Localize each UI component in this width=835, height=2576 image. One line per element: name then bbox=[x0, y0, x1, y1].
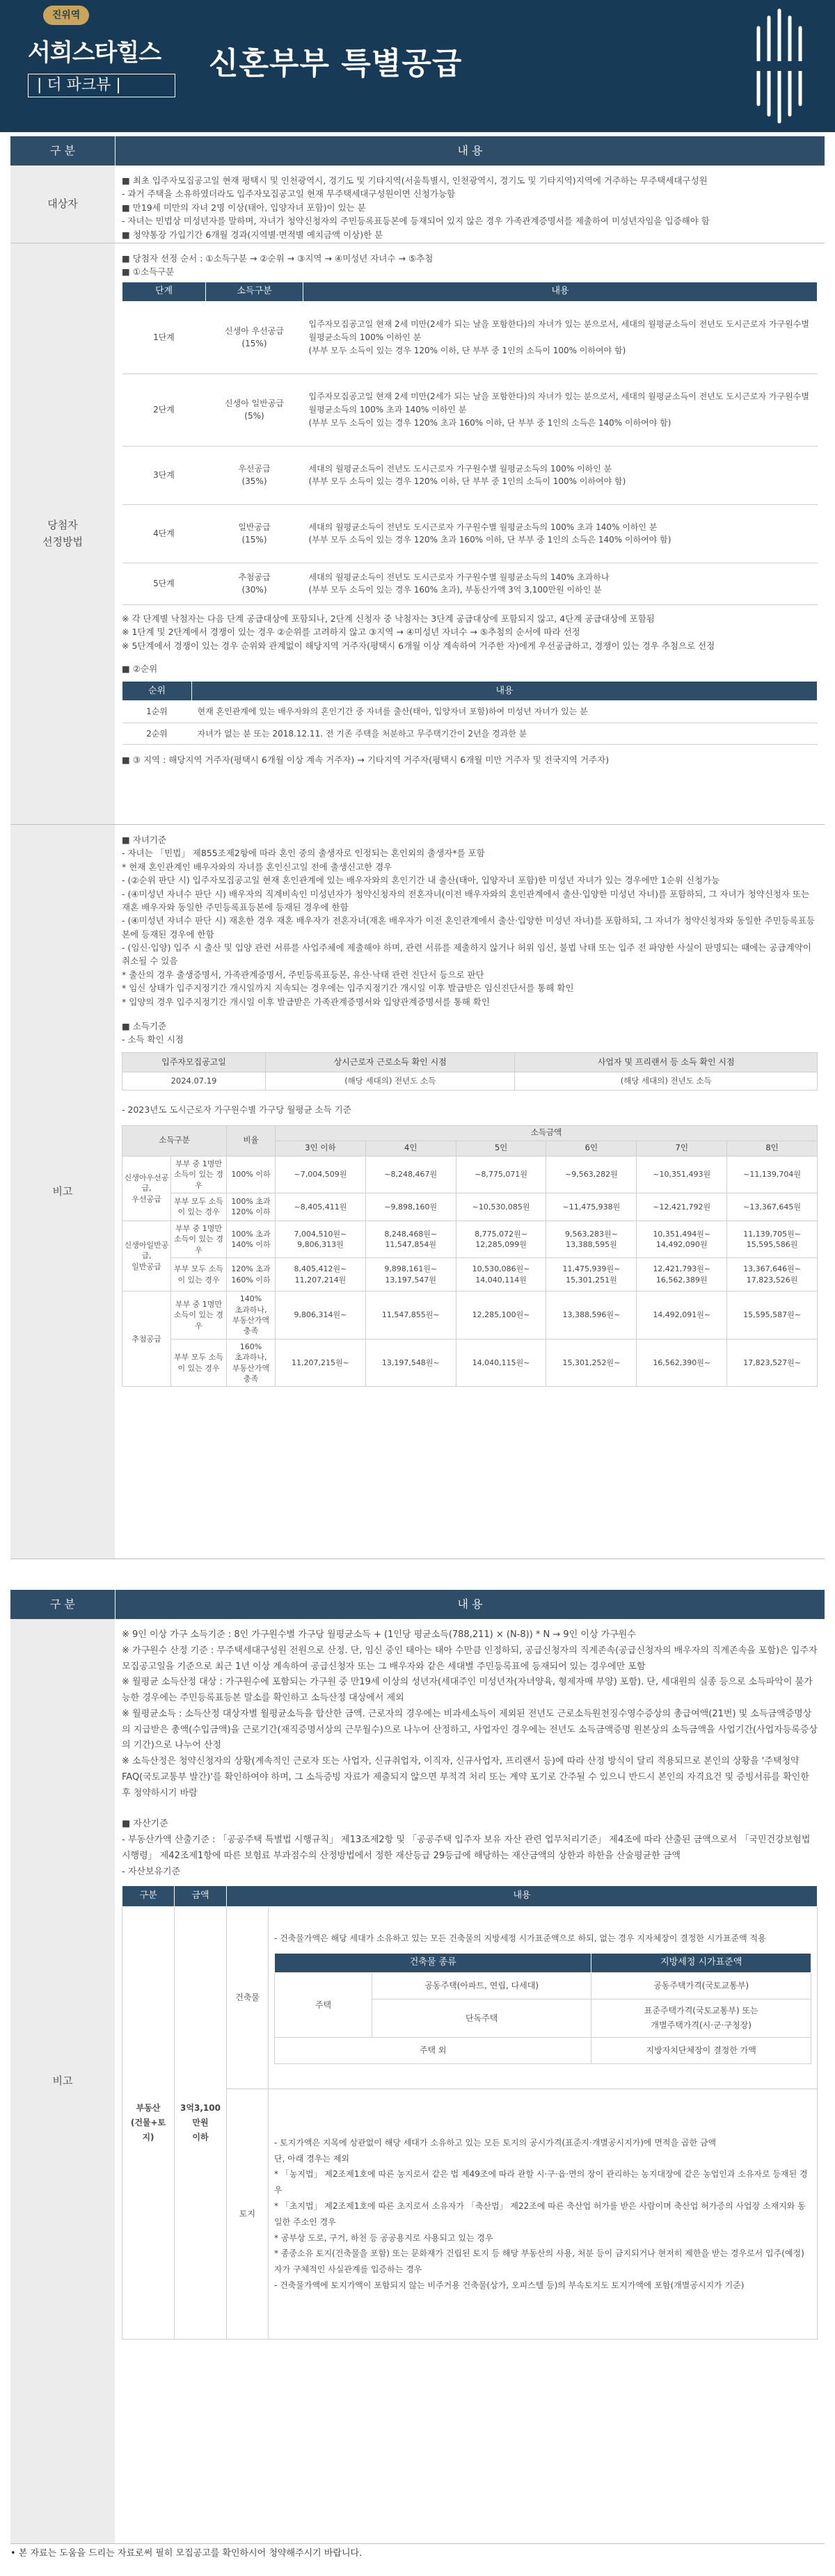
child-line: - (임신·입양) 입주 시 출산 및 입양 관련 서류를 사업주체에 제출해야 하며, 관련 서류를 제출하지 않거나 허위 임신, 불법 낙태 또는 입주 전 파양한 사실이 판명되는 때에는 공급계약이 취소될 수 있음 bbox=[122, 942, 811, 967]
income-timing-table bbox=[122, 1052, 818, 1091]
land-line: 단, 아래 경우는 제외 bbox=[274, 2153, 349, 2164]
table-row bbox=[122, 701, 818, 723]
income-sub: 부부 중 1명만 소득이 있는 경우 bbox=[171, 1156, 227, 1193]
th-timing: 입주자모집공고일 bbox=[122, 1052, 266, 1072]
income-value: 10,530,086원~ 14,040,114원 bbox=[456, 1258, 546, 1291]
table-row bbox=[122, 1156, 818, 1193]
row-label: 대상자 bbox=[10, 166, 115, 243]
table-row bbox=[122, 1258, 818, 1291]
eligibility-line: - 과거 주택을 소유하였더라도 입주자모집공고일 현재 무주택세대구성원이면 신청가능함 bbox=[122, 188, 456, 200]
table-row bbox=[122, 563, 818, 604]
stage: 1단계 bbox=[122, 301, 206, 373]
income-value: 11,547,855원~ bbox=[365, 1291, 456, 1339]
table-row bbox=[122, 723, 818, 745]
rank: 1순위 bbox=[122, 701, 192, 723]
child-line: - (②순위 판단 시) 입주자모집공고일 현재 혼인관계에 있는 배우자와의 혼인기간 내 출산(태아, 입양자녀 포함)한 미성년 자녀가 있는 경우에만 1순위 신청가능 bbox=[122, 875, 720, 886]
stage-type: 추첨공급 (30%) bbox=[206, 563, 303, 604]
child-line: - 자녀는 「민법」 제855조제2항에 따라 혼인 중의 출생자로 인정되는 혼인외의 출생자*를 포함 bbox=[122, 848, 485, 859]
income-group: 신생아우선공급, 우선공급 bbox=[122, 1156, 171, 1221]
stage-type: 일반공급 (15%) bbox=[206, 504, 303, 563]
timing-cell: (해당 세대의) 전년도 소득 bbox=[515, 1072, 818, 1090]
income-caption: - 2023년도 도시근로자 가구원수별 가구당 월평균 소득 기준 bbox=[122, 1104, 351, 1116]
income-value: 9,898,161원~ 13,197,547원 bbox=[365, 1258, 456, 1291]
income-value: ~11,475,938원 bbox=[546, 1193, 637, 1221]
selection-note: ※ 5단계에서 경쟁이 있는 경우 순위와 관계없이 해당지역 거주자(평택시 6개월 이상 계속하여 거주한 자)에게 우선공급하고, 경쟁이 있는 경우 추첨으로 선정 bbox=[122, 640, 715, 651]
row-label: 당첨자 선정방법 bbox=[10, 243, 115, 824]
table-row bbox=[122, 504, 818, 563]
asset-amount: 3억3,100만원 이하 bbox=[175, 1907, 227, 2340]
remark-line: ※ 소득산정은 청약신청자의 상황(계속적인 근로자 또는 사업자, 신규취업자, 이직자, 신규사업자, 프리랜서 등)에 따라 산정 방식이 달리 적용되므로 본인의 상황을 '주택청약 FAQ(국토교통부 발간)'를 확인하여야 하며, 그 소득증빙 자료가 제출되지 않으면 부적격 처리 또는 계약 포기로 간주될 수 있으니 반드시 본인의 자격요건 및 증빙서류를 확인한 후 청약하시기 바람 bbox=[122, 1756, 809, 1798]
th-timing: 상시근로자 근로소득 확인 시점 bbox=[265, 1052, 514, 1072]
timing-cell: (해당 세대의) 전년도 소득 bbox=[265, 1072, 514, 1090]
income-ratio: 120% 초과 160% 이하 bbox=[227, 1258, 276, 1291]
th-desc: 내용 bbox=[303, 282, 818, 301]
stage-desc: 세대의 월평균소득이 전년도 도시근로자 가구원수별 월평균소득의 100% 초과 140% 이하인 분 (부부 모두 소득이 있는 경우 120% 초과 160% 이하, 단 부부 중 1인의 소득은 140% 이하여야 함) bbox=[303, 504, 818, 563]
income-sub: 부부 중 1명만 소득이 있는 경우 bbox=[171, 1221, 227, 1257]
asset-line: - 부동산가액 산출기준 : 「공공주택 특별법 시행규칙」 제13조제2항 및 「공공주택 입주자 보유 자산 관련 업무처리기준」 제4조에 따라 산출된 금액으로서 「국민건강보험법 시행령」 제42조제1항에 따른 보험료 부과점수의 산정방법에서 정한 재산등급 29등급에 해당하는 재산금액의 상한과 하한을 산술평균한 금액 bbox=[122, 1835, 811, 1861]
income-value: ~11,139,704원 bbox=[727, 1156, 818, 1193]
col-content: 내 용 bbox=[115, 136, 825, 166]
th-amount: 소득금액 bbox=[276, 1125, 818, 1141]
income-value: 13,367,646원~ 17,823,526원 bbox=[727, 1258, 818, 1291]
row-label: 비고 bbox=[10, 1619, 115, 2543]
income-value: ~9,563,282원 bbox=[546, 1156, 637, 1193]
child-line: * 임신 상태가 입주지정기간 개시일까지 지속되는 경우에는 입주지정기간 개시일 이후 발급받은 임신진단서를 통해 확인 bbox=[122, 983, 574, 994]
income-sub: - 소득 확인 시점 bbox=[122, 1034, 184, 1045]
child-line: * 입양의 경우 입주지정기간 개시일 이후 발급받은 가족관계증명서와 입양관계증명서를 통해 확인 bbox=[122, 996, 490, 1007]
income-sub: 부부 중 1명만 소득이 있는 경우 bbox=[171, 1291, 227, 1339]
th-standard-price: 지방세정 시가표준액 bbox=[591, 1954, 811, 1973]
th-ratio: 비율 bbox=[227, 1125, 276, 1156]
stage: 4단계 bbox=[122, 504, 206, 563]
income-value: ~13,367,645원 bbox=[727, 1193, 818, 1221]
income-group: 신생아일반공급, 일반공급 bbox=[122, 1221, 171, 1291]
th-household: 3인 이하 bbox=[276, 1141, 366, 1156]
th-rank-desc: 내용 bbox=[192, 682, 818, 701]
sub-a: 주택 외 bbox=[275, 2038, 591, 2064]
income-value: 12,285,100원~ bbox=[456, 1291, 546, 1339]
th-income-type: 소득구분 bbox=[122, 1125, 227, 1156]
th-household: 7인 bbox=[637, 1141, 727, 1156]
income-value: 10,351,494원~ 14,492,090원 bbox=[637, 1221, 727, 1257]
income-value: 9,563,283원~ 13,388,595원 bbox=[546, 1221, 637, 1257]
table-row bbox=[122, 2089, 818, 2340]
th-household: 4인 bbox=[365, 1141, 456, 1156]
income-value: 17,823,527원~ bbox=[727, 1339, 818, 1387]
col-label: 구 분 bbox=[10, 1590, 115, 1619]
eligibility-line: ■ 청약통장 가입기간 6개월 경과(지역별·면적별 예치금액 이상)한 분 bbox=[122, 229, 383, 240]
table-row bbox=[122, 373, 818, 446]
income-group: 추첨공급 bbox=[122, 1291, 171, 1387]
asset-line: - 자산보유기준 bbox=[122, 1866, 181, 1877]
asset-kind: 부동산 (건물+토지) bbox=[122, 1907, 175, 2340]
income-ratio: 100% 이하 bbox=[227, 1156, 276, 1193]
income-value: ~8,775,071원 bbox=[456, 1156, 546, 1193]
land-line: - 토지가액은 지목에 상관없이 해당 세대가 소유하고 있는 모든 토지의 공시가격(표준지·개별공시지가)에 면적을 곱한 금액 bbox=[274, 2137, 717, 2148]
eligibility-line: ■ 최초 입주자모집공고일 현재 평택시 및 인천광역시, 경기도 및 기타지역(서울특별시, 인천광역시, 경기도 및 기타지역)지역에 거주하는 무주택세대구성원 bbox=[122, 175, 708, 186]
income-ratio: 100% 초과 140% 이하 bbox=[227, 1221, 276, 1257]
income-value: 11,139,705원~ 15,595,586원 bbox=[727, 1221, 818, 1257]
th-content: 내용 bbox=[227, 1886, 818, 1907]
remark-line: ※ 가구원수 산정 기준 : 무주택세대구성원 전원으로 산정. 단, 임신 중인 태아는 태아 수만큼 인정하되, 공급신청자의 직계존속(공급신청자의 배우자의 직계존속을 포함)은 입주자모집공고일을 기준으로 최근 1년 이상 계속하여 공급신청자 또는 그 배우자와 같은 세대별 주민등록표에 등재되어 있는 경우에만 포함 bbox=[122, 1645, 818, 1672]
row-remarks bbox=[10, 825, 825, 1559]
th-amount: 금액 bbox=[175, 1886, 227, 1907]
stage-type: 신생아 일반공급 (5%) bbox=[206, 373, 303, 446]
sub-a: 주택 bbox=[275, 1973, 372, 2038]
land-line: * 「농지법」 제2조제1호에 따른 농지로서 같은 법 제49조에 따라 관할 시·구·읍·면의 장이 관리하는 농지대장에 같은 농업인과 소유자로 등재된 경우 bbox=[274, 2169, 808, 2196]
selection-note: ※ 각 단계별 낙첨자는 다음 단계 공급대상에 포함되나, 2단계 신청자 중 낙첨자는 3단계 공급대상에 포함되지 않고, 4단계 공급대상에 포함됨 bbox=[122, 613, 655, 624]
income-value: 14,040,115원~ bbox=[456, 1339, 546, 1387]
income-title: ■ 소득기준 bbox=[122, 1020, 167, 1031]
income-value: 15,595,587원~ bbox=[727, 1291, 818, 1339]
table-row bbox=[122, 1221, 818, 1257]
income-value: 11,207,215원~ bbox=[276, 1339, 366, 1387]
land-line: * 공부상 도로, 구거, 하천 등 공공용지로 사용되고 있는 경우 bbox=[274, 2232, 493, 2243]
stage-desc: 입주자모집공고일 현재 2세 미만(2세가 되는 날을 포함한다)의 자녀가 있는 분으로서, 세대의 월평균소득이 전년도 도시근로자 가구원수별 월평균소득의 100% 초과 140% 이하인 분 (부부 모두 소득이 있는 경우 120% 초과 160% 이하, 단 부부 중 1인의 소득은 140% 이하여야 함) bbox=[303, 373, 818, 446]
table-row bbox=[275, 1973, 811, 1999]
table-row bbox=[122, 446, 818, 504]
table-row bbox=[122, 1339, 818, 1387]
row-remarks-2 bbox=[10, 1619, 825, 2544]
income-body bbox=[122, 1156, 818, 1386]
rank-desc: 현재 혼인관계에 있는 배우자와의 혼인기간 중 자녀를 출산(태아, 입양자녀 포함)하여 미성년 자녀가 있는 분 bbox=[192, 701, 818, 723]
th-rank: 순위 bbox=[122, 682, 192, 701]
income-value: 13,388,596원~ bbox=[546, 1291, 637, 1339]
brand-name: 서희스타힐스 bbox=[28, 39, 161, 67]
income-value: 11,475,939원~ 15,301,251원 bbox=[546, 1258, 637, 1291]
remark-line: ※ 월평균소득 : 소득산정 대상자별 월평균소득을 합산한 금액. 근로자의 경우에는 비과세소득이 제외된 전년도 근로소득원천징수영수증상의 총급여액(21번) 및 소득금액증명상의 지급받은 총액(수입금액)을 근로기간(재직증명서상의 근무월수)으로 나누어 산정하고, 사업자인 경우에는 전년도 소득금액증명 원본상의 소득금액을 사업기간(사업자등록증상의 기간)으로 나누어 산정 bbox=[122, 1708, 818, 1751]
income-value: 15,301,252원~ bbox=[546, 1339, 637, 1387]
income-value: ~8,405,411원 bbox=[276, 1193, 366, 1221]
stage-desc: 세대의 월평균소득이 전년도 도시근로자 가구원수별 월평균소득의 100% 이하인 분 (부부 모두 소득이 있는 경우 120% 이하, 단 부부 중 1인의 소득이 100% 이하여야 함) bbox=[303, 446, 818, 504]
th-timing: 사업자 및 프리랜서 등 소득 확인 시점 bbox=[515, 1052, 818, 1072]
th-household: 5인 bbox=[456, 1141, 546, 1156]
stage-type: 신생아 우선공급 (15%) bbox=[206, 301, 303, 373]
table-row bbox=[275, 2038, 811, 2064]
page-title: 신혼부부 특별공급 bbox=[209, 46, 463, 81]
sub-b: 공동주택(아파트, 연립, 다세대) bbox=[372, 1973, 591, 1999]
child-line: * 현재 혼인관계인 배우자와의 자녀를 혼인신고일 전에 출생신고한 경우 bbox=[122, 861, 392, 872]
land-line: - 건축물가액에 토지가액이 포함되지 않는 비주거용 건축물(상가, 오피스텔 등)의 부속토지도 토지가액에 포함(개별공시지가 기준) bbox=[274, 2280, 745, 2290]
col-label: 구 분 bbox=[10, 136, 115, 166]
remark-line: ※ 9인 이상 가구 소득기준 : 8인 가구원수별 가구당 월평균소득 + (1인당 평균소득(788,211) × (N-8)) * N → 9인 이상 가구원수 bbox=[122, 1629, 636, 1640]
row-label: 비고 bbox=[10, 825, 115, 1559]
income-value: 8,405,412원~ 11,207,214원 bbox=[276, 1258, 366, 1291]
th-building-type: 건축물 종류 bbox=[275, 1954, 591, 1973]
brand-sub: | 더 파크뷰 | bbox=[28, 74, 175, 97]
income-sub: 부부 모두 소득이 있는 경우 bbox=[171, 1339, 227, 1387]
income-value: 14,492,091원~ bbox=[637, 1291, 727, 1339]
footer-note: • 본 자료는 도움을 드리는 자료로써 필히 모집공고를 확인하시어 청약해주시기 바랍니다. bbox=[10, 2548, 363, 2559]
income-value: ~7,004,509원 bbox=[276, 1156, 366, 1193]
eligibility-line: ■ 만19세 미만의 자녀 2명 이상(태아, 입양자녀 포함)이 있는 분 bbox=[122, 202, 366, 213]
table-row bbox=[122, 1291, 818, 1339]
building-label: 건축물 bbox=[227, 1907, 269, 2089]
stage-desc: 입주자모집공고일 현재 2세 미만(2세가 되는 날을 포함한다)의 자녀가 있는 분으로서, 세대의 월평균소득이 전년도 도시근로자 가구원수별 월평균소득의 100% 이하인 분 (부부 모두 소득이 있는 경우 120% 이하, 단 부부 중 1인의 소득이 100% 이하여야 함) bbox=[303, 301, 818, 373]
income-sub: 부부 모두 소득이 있는 경우 bbox=[171, 1258, 227, 1291]
income-value: 8,775,072원~ 12,285,099원 bbox=[456, 1221, 546, 1257]
income-value: ~8,248,467원 bbox=[365, 1156, 456, 1193]
table-row bbox=[122, 1193, 818, 1221]
sub-c: 표준주택가격(국토교통부) 또는 개별주택가격(시·군·구청장) bbox=[591, 1999, 811, 2038]
th-stage: 단계 bbox=[122, 282, 206, 301]
selection-note: ※ 1단계 및 2단계에서 경쟁이 있는 경우 ②순위를 고려하지 않고 ③지역 → ④미성년 자녀수 → ⑤추첨의 순서에 따라 선정 bbox=[122, 627, 580, 638]
income-sub: 부부 모두 소득이 있는 경우 bbox=[171, 1193, 227, 1221]
remark-line: ※ 월평균 소득산정 대상 : 가구원수에 포함되는 가구원 중 만19세 이상의 성년자(세대주인 미성년자(자녀양육, 형제자매 부양) 포함). 단, 세대원의 실종 등으로 소득파악이 불가능한 경우에는 주민등록표등본 말소를 확인하고 소득산정 대상에서 제외 bbox=[122, 1677, 813, 1703]
sub-c: 지방자치단체장이 결정한 가액 bbox=[591, 2038, 811, 2064]
rank-table bbox=[122, 681, 818, 745]
rank-title: ■ ②순위 bbox=[122, 663, 158, 674]
stage: 2단계 bbox=[122, 373, 206, 446]
income-value: 12,421,793원~ 16,562,389원 bbox=[637, 1258, 727, 1291]
rank-desc: 자녀가 없는 분 또는 2018.12.11. 전 기존 주택을 처분하고 무주택기간이 2년을 경과한 분 bbox=[192, 723, 818, 745]
section-header bbox=[10, 136, 825, 166]
asset-title: ■ 자산기준 bbox=[122, 1819, 168, 1830]
col-content: 내 용 bbox=[115, 1590, 825, 1619]
income-ratio: 160% 초과하나, 부동산가액 충족 bbox=[227, 1339, 276, 1387]
stage: 3단계 bbox=[122, 446, 206, 504]
income-type-title: ■ ①소득구분 bbox=[122, 266, 175, 277]
th-kind: 구분 bbox=[122, 1886, 175, 1907]
asset-table bbox=[122, 1885, 818, 2340]
brand-logo-icon bbox=[745, 7, 814, 125]
eligibility-line: - 자녀는 민법상 미성년자를 말하며, 자녀가 청약신청자의 주민등록표등본에 등재되어 있지 않은 경우 가족관계증명서를 제출하여 미성년자임을 입증해야 함 bbox=[122, 216, 710, 227]
income-value: ~12,421,792원 bbox=[637, 1193, 727, 1221]
section-eligibility bbox=[10, 136, 825, 1559]
land-label: 토지 bbox=[227, 2089, 269, 2340]
th-household: 6인 bbox=[546, 1141, 637, 1156]
section-asset bbox=[10, 1590, 825, 2544]
th-household: 8인 bbox=[727, 1141, 818, 1156]
th-type: 소득구분 bbox=[206, 282, 303, 301]
section-header bbox=[10, 1590, 825, 1619]
income-value: 9,806,314원~ bbox=[276, 1291, 366, 1339]
child-line: * 출산의 경우 출생증명서, 가족관계증명서, 주민등록표등본, 유산·낙태 관련 진단서 등으로 판단 bbox=[122, 969, 484, 980]
timing-cell: 2024.07.19 bbox=[122, 1072, 266, 1090]
building-intro: - 건축물가액은 해당 세대가 소유하고 있는 모든 건축물의 지방세정 시가표준액으로 하되, 없는 경우 지자체장이 결정한 시가표준액 적용 bbox=[274, 1933, 766, 1944]
income-value: 16,562,390원~ bbox=[637, 1339, 727, 1387]
table-row bbox=[122, 301, 818, 373]
land-line: * 「초지법」 제2조제1호에 따른 초지로서 소유자가 「축산법」 제22조에 따른 축산업 허가를 받은 사람이며 축산업 허가증의 사업장 소재지와 동일한 주소인 경우 bbox=[274, 2200, 806, 2227]
stage-table bbox=[122, 282, 818, 605]
income-value: 7,004,510원~ 9,806,313원 bbox=[276, 1221, 366, 1257]
stage: 5단계 bbox=[122, 563, 206, 604]
row-eligibility bbox=[10, 166, 825, 243]
land-line: * 종중소유 토지(건축물을 포함) 또는 문화재가 건립된 토지 등 해당 부동산의 사용, 처분 등이 금지되거나 현저히 제한을 받는 경우로서 입주(예정)자가 구체적인 사실관계를 입증하는 경우 bbox=[274, 2248, 804, 2275]
selection-order: ■ 당첨자 선정 순서 : ①소득구분 → ②순위 → ③지역 → ④미성년 자녀수 → ⑤추첨 bbox=[122, 253, 434, 264]
child-title: ■ 자녀기준 bbox=[122, 835, 167, 845]
row-selection bbox=[10, 243, 825, 825]
child-line: - (④미성년 자녀수 판단 시) 배우자의 직계비속인 미성년자가 청약신청자의 전혼자녀(이전 배우자와의 혼인관계에서 출산·입양한 미성년 자녀)를 포함하되, 그 자녀가 청약신청자 또는 재혼 배우자와 동일한 주민등록표등본에 등재된 경우에 한함 bbox=[122, 888, 810, 912]
sub-b: 단독주택 bbox=[372, 1999, 591, 2038]
income-ratio: 140% 초과하나, 부동산가액 충족 bbox=[227, 1291, 276, 1339]
hero-banner bbox=[0, 0, 835, 132]
income-value: ~10,530,085원 bbox=[456, 1193, 546, 1221]
rank: 2순위 bbox=[122, 723, 192, 745]
income-value: 13,197,548원~ bbox=[365, 1339, 456, 1387]
sub-c: 공동주택가격(국토교통부) bbox=[591, 1973, 811, 1999]
table-row bbox=[122, 1072, 818, 1090]
income-value: 8,248,468원~ 11,547,854원 bbox=[365, 1221, 456, 1257]
building-sub-table bbox=[274, 1953, 811, 2064]
table-row bbox=[122, 1907, 818, 2089]
location-badge: 진위역 bbox=[43, 6, 89, 25]
income-value: ~10,351,493원 bbox=[637, 1156, 727, 1193]
income-table bbox=[122, 1125, 818, 1387]
stage-type: 우선공급 (35%) bbox=[206, 446, 303, 504]
child-line: - (④미성년 자녀수 판단 시) 재혼한 경우 재혼 배우자가 전혼자녀(재혼 배우자가 이전 혼인관계에서 출산·입양한 미성년 자녀)를 포함하되, 그 자녀가 청약신청자와 동일한 주민등록표등본에 등재된 경우에 한함 bbox=[122, 915, 816, 940]
region-note: ■ ③ 지역 : 해당지역 거주자(평택시 6개월 이상 계속 거주자) → 기타지역 거주자(평택시 6개월 미만 거주자 및 전국지역 거주자) bbox=[122, 755, 610, 766]
income-ratio: 100% 초과 120% 이하 bbox=[227, 1193, 276, 1221]
stage-desc: 세대의 월평균소득이 전년도 도시근로자 가구원수별 월평균소득의 140% 초과하나 (부부 모두 소득이 있는 경우 160% 초과), 부동산가액 3억 3,100만원 이하인 분 bbox=[303, 563, 818, 604]
income-value: ~9,898,160원 bbox=[365, 1193, 456, 1221]
